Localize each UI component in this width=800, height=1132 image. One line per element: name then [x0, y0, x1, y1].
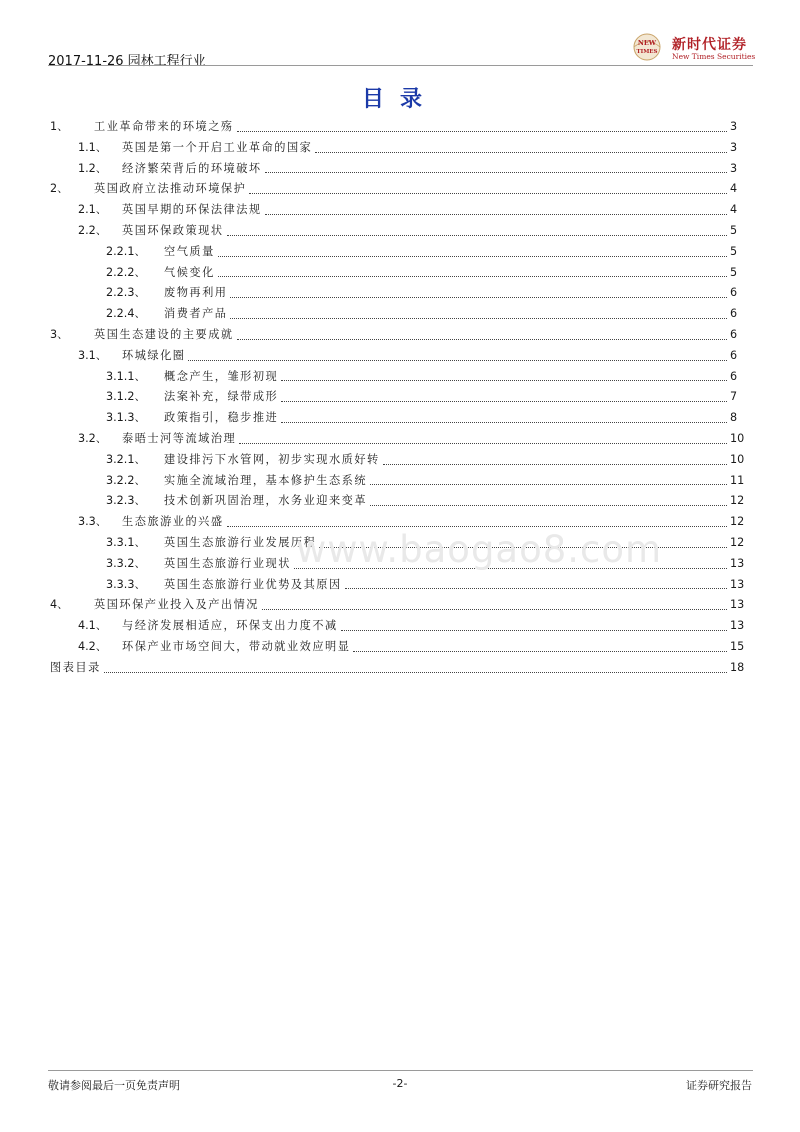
- toc-entry-page: 6: [730, 348, 738, 362]
- toc-entry[interactable]: [50, 471, 745, 492]
- logo-chinese-name: 新时代证券: [672, 37, 747, 53]
- toc-dot-leader: [249, 191, 727, 194]
- toc-entry-number: 1.2、: [78, 161, 107, 175]
- footer-disclaimer: 敬请参阅最后一页免责声明: [48, 1079, 180, 1092]
- toc-entry-page: 6: [730, 307, 738, 321]
- toc-dot-leader: [265, 170, 727, 173]
- toc-entry-page: 12: [730, 515, 745, 529]
- toc-entry-number: 3.2.3、: [106, 494, 146, 508]
- toc-entry[interactable]: [50, 242, 740, 263]
- toc-entry-page: 3: [730, 161, 738, 175]
- toc-entry-number: 1.1、: [78, 140, 107, 154]
- toc-entry-number: 3.3.1、: [106, 535, 146, 549]
- toc-entry-page: 6: [730, 286, 738, 300]
- toc-dot-leader: [383, 462, 727, 465]
- toc-entry-title: 英国早期的环保法律法规: [122, 203, 262, 217]
- new-times-logo-icon: [630, 32, 668, 62]
- toc-entry-title: 英国生态旅游行业发展历程: [164, 535, 317, 549]
- toc-dot-leader: [188, 358, 727, 361]
- toc-entry-number: 2.2.1、: [106, 244, 146, 258]
- toc-entry[interactable]: [50, 138, 740, 159]
- toc-entry[interactable]: [50, 429, 745, 450]
- toc-dot-leader: [281, 399, 727, 402]
- toc-entry-title: 经济繁荣背后的环境破坏: [122, 161, 262, 175]
- toc-entry-page: 13: [730, 619, 745, 633]
- toc-entry-page: 12: [730, 494, 745, 508]
- toc-dot-leader: [281, 378, 727, 381]
- toc-entry-number: 3.1.3、: [106, 411, 146, 425]
- toc-dot-leader: [315, 150, 727, 153]
- toc-entry[interactable]: [50, 595, 745, 616]
- toc-entry-page: 13: [730, 556, 745, 570]
- toc-entry-page: 5: [730, 265, 738, 279]
- footer-divider: [48, 1070, 753, 1071]
- toc-entry-page: 3: [730, 140, 738, 154]
- toc-entry-page: 18: [730, 660, 745, 674]
- toc-dot-leader: [353, 649, 727, 652]
- toc-entry[interactable]: [50, 637, 745, 658]
- toc-entry-page: 6: [730, 327, 738, 341]
- toc-entry-title: 技术创新巩固治理，水务业迎来变革: [164, 494, 368, 508]
- toc-entry-page: 5: [730, 244, 738, 258]
- logo-english-name: New Times Securities: [672, 52, 756, 61]
- toc-entry-number: 4.1、: [78, 619, 107, 633]
- toc-entry-number: 2.2.2、: [106, 265, 146, 279]
- toc-entry-title: 英国生态旅游行业优势及其原因: [164, 577, 342, 591]
- toc-entry[interactable]: [50, 346, 740, 367]
- toc-entry[interactable]: [50, 200, 740, 221]
- toc-entry[interactable]: [50, 616, 745, 637]
- toc-entry-title: 英国政府立法推动环境保护: [94, 182, 247, 196]
- toc-entry-number: 3.3、: [78, 515, 107, 529]
- toc-dot-leader: [370, 482, 727, 485]
- toc-entry-number: 2.2.3、: [106, 286, 146, 300]
- toc-entry-page: 4: [730, 203, 738, 217]
- toc-entry[interactable]: [50, 491, 745, 512]
- toc-entry[interactable]: [50, 387, 740, 408]
- header-date-industry: 2017-11-26 园林工程行业: [48, 54, 206, 69]
- header-divider: [48, 65, 753, 66]
- toc-entry-number: 3.2、: [78, 431, 107, 445]
- toc-dot-leader: [370, 503, 727, 506]
- toc-entry[interactable]: [50, 367, 740, 388]
- toc-entry[interactable]: [50, 159, 740, 180]
- toc-entry-title: 消费者产品: [164, 307, 228, 321]
- toc-entry[interactable]: [50, 179, 740, 200]
- toc-entry-number: 2.1、: [78, 203, 107, 217]
- brand-logo: [630, 30, 755, 64]
- svg-text:TIMES: TIMES: [636, 49, 658, 55]
- toc-entry-title: 图表目录: [50, 660, 101, 674]
- toc-entry-page: 6: [730, 369, 738, 383]
- page-title: 目录: [361, 87, 438, 112]
- toc-entry[interactable]: [50, 117, 740, 138]
- toc-entry-page: 8: [730, 411, 738, 425]
- toc-entry-title: 环城绿化圈: [122, 348, 186, 362]
- footer-page-number: -2-: [392, 1077, 408, 1090]
- toc-entry-title: 工业革命带来的环境之殇: [94, 120, 234, 133]
- toc-entry-title: 建设排污下水管网，初步实现水质好转: [164, 452, 380, 466]
- toc-entry-title: 英国生态建设的主要成就: [94, 327, 234, 341]
- toc-entry[interactable]: [50, 450, 745, 471]
- toc-dot-leader: [237, 129, 727, 132]
- toc-entry-page: 11: [730, 473, 745, 487]
- toc-entry-title: 政策指引，稳步推进: [164, 411, 279, 425]
- toc-entry-title: 英国是第一个开启工业革命的国家: [122, 140, 313, 154]
- toc-dot-leader: [341, 628, 727, 631]
- toc-entry-title: 英国生态旅游行业现状: [164, 556, 291, 570]
- toc-entry[interactable]: [50, 263, 740, 284]
- toc-entry-title: 英国环保产业投入及产出情况: [94, 598, 259, 612]
- toc-entry-number: 2、: [50, 182, 69, 196]
- toc-entry-title: 生态旅游业的兴盛: [122, 515, 224, 529]
- toc-dot-leader: [281, 420, 727, 423]
- toc-entry-number: 3.3.3、: [106, 577, 146, 591]
- toc-entry-number: 3.1.2、: [106, 390, 146, 404]
- toc-entry-page: 7: [730, 390, 738, 404]
- toc-dot-leader: [230, 295, 727, 298]
- toc-entry-page: 13: [730, 577, 745, 591]
- toc-dot-leader: [227, 524, 727, 527]
- toc-entry-number: 2.2、: [78, 223, 107, 237]
- toc-entry[interactable]: [50, 325, 740, 346]
- toc-dot-leader: [218, 274, 727, 277]
- toc-entry-number: 3.3.2、: [106, 556, 146, 570]
- toc-entry[interactable]: [50, 408, 740, 429]
- toc-entry-number: 3.2.2、: [106, 473, 146, 487]
- toc-entry-number: 1、: [50, 120, 69, 133]
- toc-dot-leader: [227, 233, 727, 236]
- toc-dot-leader: [230, 316, 727, 319]
- toc-entry-page: 12: [730, 535, 745, 549]
- toc-entry-page: 4: [730, 182, 738, 196]
- toc-entry[interactable]: [50, 221, 740, 242]
- watermark: www.baogao8.com: [296, 528, 663, 571]
- toc-entry[interactable]: [50, 575, 745, 596]
- toc-entry-title: 与经济发展相适应，环保支出力度不减: [122, 619, 338, 633]
- toc-entry[interactable]: [50, 283, 740, 304]
- toc-entry-page: 5: [730, 223, 738, 237]
- toc-dot-leader: [265, 212, 727, 215]
- toc-dot-leader: [239, 441, 727, 444]
- table-of-contents: [50, 117, 745, 679]
- toc-entry-title: 气候变化: [164, 265, 215, 279]
- toc-dot-leader: [104, 670, 727, 673]
- footer-report-type: 证券研究报告: [686, 1079, 752, 1092]
- toc-entry-title: 环保产业市场空间大，带动就业效应明显: [122, 639, 351, 653]
- toc-entry-page: 10: [730, 431, 745, 445]
- toc-entry-number: 3.1、: [78, 348, 107, 362]
- toc-dot-leader: [237, 337, 727, 340]
- toc-entry-title: 泰晤士河等流域治理: [122, 431, 237, 445]
- toc-entry-number: 3.1.1、: [106, 369, 146, 383]
- svg-text:NEW: NEW: [637, 39, 657, 47]
- toc-entry-page: 15: [730, 639, 745, 653]
- toc-dot-leader: [345, 586, 727, 589]
- toc-entry-title: 英国环保政策现状: [122, 223, 224, 237]
- toc-entry-page: 3: [730, 120, 738, 133]
- toc-entry-title: 废物再利用: [164, 286, 228, 300]
- toc-dot-leader: [218, 254, 727, 257]
- toc-entry-title: 实施全流域治理，基本修护生态系统: [164, 473, 368, 487]
- toc-entry-number: 4.2、: [78, 639, 107, 653]
- toc-entry-page: 10: [730, 452, 745, 466]
- toc-entry-number: 3、: [50, 327, 69, 341]
- toc-entry-number: 3.2.1、: [106, 452, 146, 466]
- toc-entry-number: 4、: [50, 598, 69, 612]
- toc-entry-title: 空气质量: [164, 244, 215, 258]
- toc-entry[interactable]: [50, 304, 740, 325]
- toc-entry-page: 13: [730, 598, 745, 612]
- toc-entry-title: 法案补充，绿带成形: [164, 390, 279, 404]
- toc-entry-number: 2.2.4、: [106, 307, 146, 321]
- toc-dot-leader: [262, 607, 727, 610]
- toc-entry-title: 概念产生，雏形初现: [164, 369, 279, 383]
- toc-entry[interactable]: [50, 658, 745, 679]
